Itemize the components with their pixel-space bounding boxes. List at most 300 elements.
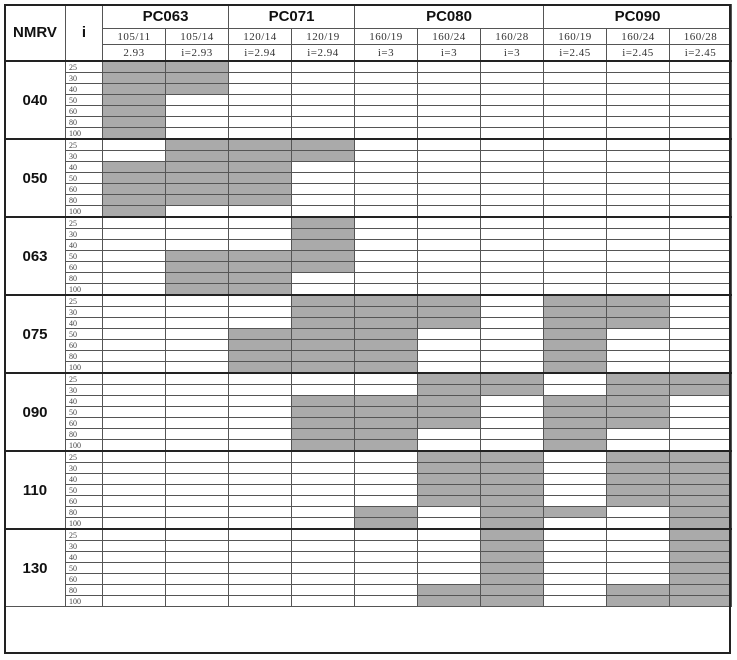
compatible-cell — [103, 106, 166, 117]
empty-cell — [607, 162, 670, 173]
compatible-cell — [418, 418, 481, 429]
empty-cell — [670, 362, 732, 374]
compatible-cell — [670, 451, 732, 463]
compatible-cell — [229, 362, 292, 374]
empty-cell — [481, 61, 544, 73]
compatible-cell — [670, 563, 732, 574]
empty-cell — [103, 362, 166, 374]
empty-cell — [544, 151, 607, 162]
compatible-cell — [103, 84, 166, 95]
ratio-label: 100 — [66, 596, 103, 607]
empty-cell — [292, 206, 355, 218]
group-header-pc071: PC071 — [229, 5, 355, 29]
empty-cell — [166, 596, 229, 607]
empty-cell — [103, 373, 166, 385]
empty-cell — [103, 329, 166, 340]
empty-cell — [607, 362, 670, 374]
empty-cell — [166, 329, 229, 340]
ratio-label: 100 — [66, 284, 103, 296]
ratio-label: 50 — [66, 329, 103, 340]
empty-cell — [670, 195, 732, 206]
empty-cell — [670, 240, 732, 251]
compatible-cell — [166, 162, 229, 173]
table-row — [5, 574, 732, 585]
empty-cell — [544, 206, 607, 218]
empty-cell — [670, 440, 732, 452]
col-i-value: i=2.45 — [544, 45, 607, 62]
empty-cell — [670, 307, 732, 318]
compatible-cell — [670, 474, 732, 485]
compatible-cell — [229, 139, 292, 151]
compatible-cell — [418, 407, 481, 418]
empty-cell — [355, 184, 418, 195]
compatible-cell — [607, 463, 670, 474]
empty-cell — [544, 195, 607, 206]
empty-cell — [418, 284, 481, 296]
empty-cell — [670, 84, 732, 95]
compatible-cell — [607, 585, 670, 596]
empty-cell — [481, 440, 544, 452]
empty-cell — [670, 73, 732, 84]
empty-cell — [229, 95, 292, 106]
compatible-cell — [544, 507, 607, 518]
table-row — [5, 440, 732, 452]
empty-cell — [670, 173, 732, 184]
empty-cell — [103, 251, 166, 262]
compatible-cell — [481, 474, 544, 485]
compatible-cell — [292, 362, 355, 374]
empty-cell — [292, 184, 355, 195]
table-row — [5, 474, 732, 485]
compatible-cell — [481, 463, 544, 474]
empty-cell — [166, 418, 229, 429]
empty-cell — [355, 373, 418, 385]
ratio-label: 30 — [66, 541, 103, 552]
compatible-cell — [481, 485, 544, 496]
compatible-cell — [292, 251, 355, 262]
nmrv-size-label: 075 — [5, 295, 66, 373]
table-row — [5, 262, 732, 273]
empty-cell — [670, 162, 732, 173]
compatible-cell — [292, 217, 355, 229]
empty-cell — [229, 485, 292, 496]
empty-cell — [166, 496, 229, 507]
compatible-cell — [355, 329, 418, 340]
empty-cell — [103, 151, 166, 162]
empty-cell — [355, 117, 418, 128]
empty-cell — [166, 240, 229, 251]
ratio-label: 25 — [66, 529, 103, 541]
empty-cell — [418, 206, 481, 218]
compatible-cell — [292, 407, 355, 418]
empty-cell — [103, 574, 166, 585]
table-row — [5, 385, 732, 396]
compatible-cell — [670, 385, 732, 396]
empty-cell — [607, 262, 670, 273]
empty-cell — [166, 440, 229, 452]
compatible-cell — [166, 251, 229, 262]
compatible-cell — [544, 362, 607, 374]
empty-cell — [418, 128, 481, 140]
compatible-cell — [544, 429, 607, 440]
compatible-cell — [166, 173, 229, 184]
compatible-cell — [670, 552, 732, 563]
compatible-cell — [229, 195, 292, 206]
compatible-cell — [292, 295, 355, 307]
empty-cell — [607, 541, 670, 552]
empty-cell — [607, 217, 670, 229]
table-row — [5, 340, 732, 351]
empty-cell — [607, 507, 670, 518]
empty-cell — [670, 295, 732, 307]
empty-cell — [607, 128, 670, 140]
empty-cell — [607, 240, 670, 251]
empty-cell — [166, 451, 229, 463]
compatible-cell — [418, 451, 481, 463]
empty-cell — [544, 541, 607, 552]
empty-cell — [544, 240, 607, 251]
empty-cell — [544, 217, 607, 229]
empty-cell — [670, 206, 732, 218]
nmrv-size-label: 110 — [5, 451, 66, 529]
table-row — [5, 418, 732, 429]
empty-cell — [418, 440, 481, 452]
empty-cell — [292, 474, 355, 485]
col-i-value: i=2.94 — [229, 45, 292, 62]
table-row — [5, 184, 732, 195]
col-i-value: i=2.93 — [166, 45, 229, 62]
empty-cell — [355, 84, 418, 95]
empty-cell — [670, 284, 732, 296]
empty-cell — [544, 95, 607, 106]
compatible-cell — [103, 162, 166, 173]
empty-cell — [481, 284, 544, 296]
empty-cell — [229, 440, 292, 452]
compatible-cell — [292, 307, 355, 318]
compatible-cell — [103, 128, 166, 140]
empty-cell — [166, 463, 229, 474]
empty-cell — [292, 552, 355, 563]
col-ratio: 120/14 — [229, 29, 292, 45]
table-row — [5, 307, 732, 318]
empty-cell — [418, 351, 481, 362]
table-row — [5, 563, 732, 574]
empty-cell — [103, 585, 166, 596]
compatible-cell — [481, 541, 544, 552]
empty-cell — [355, 95, 418, 106]
empty-cell — [544, 529, 607, 541]
nmrv-header: NMRV — [5, 5, 66, 62]
ratio-label: 25 — [66, 139, 103, 151]
empty-cell — [544, 229, 607, 240]
empty-cell — [670, 429, 732, 440]
compatible-cell — [166, 61, 229, 73]
empty-cell — [166, 485, 229, 496]
table-row — [5, 206, 732, 218]
empty-cell — [166, 318, 229, 329]
ratio-label: 30 — [66, 463, 103, 474]
table-row — [5, 240, 732, 251]
ratio-label: 60 — [66, 262, 103, 273]
table-body — [5, 61, 732, 607]
empty-cell — [418, 139, 481, 151]
compatible-cell — [607, 496, 670, 507]
compatible-cell — [544, 440, 607, 452]
compatible-cell — [544, 351, 607, 362]
empty-cell — [607, 117, 670, 128]
empty-cell — [481, 84, 544, 95]
compatible-cell — [481, 507, 544, 518]
empty-cell — [292, 195, 355, 206]
empty-cell — [481, 117, 544, 128]
empty-cell — [292, 518, 355, 530]
compatibility-chart — [4, 4, 731, 654]
compatible-cell — [418, 463, 481, 474]
table-row — [5, 61, 732, 73]
empty-cell — [607, 195, 670, 206]
compatible-cell — [670, 463, 732, 474]
empty-cell — [355, 385, 418, 396]
nmrv-size-label: 063 — [5, 217, 66, 295]
empty-cell — [355, 529, 418, 541]
empty-cell — [166, 95, 229, 106]
empty-cell — [229, 117, 292, 128]
empty-cell — [670, 117, 732, 128]
empty-cell — [670, 251, 732, 262]
group-header-pc063: PC063 — [103, 5, 229, 29]
empty-cell — [292, 529, 355, 541]
empty-cell — [670, 139, 732, 151]
compatible-cell — [292, 262, 355, 273]
table-row — [5, 552, 732, 563]
empty-cell — [229, 206, 292, 218]
empty-cell — [481, 329, 544, 340]
empty-cell — [607, 574, 670, 585]
empty-cell — [355, 162, 418, 173]
empty-cell — [544, 463, 607, 474]
compatible-cell — [355, 396, 418, 407]
compatible-cell — [229, 151, 292, 162]
table-row — [5, 373, 732, 385]
compatible-cell — [229, 251, 292, 262]
table-row — [5, 329, 732, 340]
compatible-cell — [355, 318, 418, 329]
ratio-label: 40 — [66, 396, 103, 407]
empty-cell — [670, 262, 732, 273]
empty-cell — [607, 251, 670, 262]
compatible-cell — [481, 373, 544, 385]
empty-cell — [670, 217, 732, 229]
compatible-cell — [355, 307, 418, 318]
empty-cell — [418, 73, 481, 84]
empty-cell — [670, 340, 732, 351]
empty-cell — [103, 284, 166, 296]
empty-cell — [166, 373, 229, 385]
group-header-pc080: PC080 — [355, 5, 544, 29]
ratio-label: 25 — [66, 217, 103, 229]
empty-cell — [229, 396, 292, 407]
empty-cell — [103, 463, 166, 474]
empty-cell — [481, 407, 544, 418]
empty-cell — [292, 485, 355, 496]
compatible-cell — [418, 385, 481, 396]
empty-cell — [670, 273, 732, 284]
empty-cell — [229, 229, 292, 240]
empty-cell — [292, 84, 355, 95]
compatible-cell — [670, 373, 732, 385]
empty-cell — [166, 585, 229, 596]
empty-cell — [166, 396, 229, 407]
empty-cell — [355, 206, 418, 218]
empty-cell — [103, 229, 166, 240]
compatible-cell — [544, 318, 607, 329]
compatible-cell — [481, 552, 544, 563]
empty-cell — [607, 73, 670, 84]
compatible-cell — [103, 184, 166, 195]
empty-cell — [166, 117, 229, 128]
empty-cell — [292, 106, 355, 117]
empty-cell — [355, 496, 418, 507]
empty-cell — [229, 429, 292, 440]
compatible-cell — [103, 195, 166, 206]
compatible-cell — [670, 574, 732, 585]
empty-cell — [544, 106, 607, 117]
compatible-cell — [418, 307, 481, 318]
empty-cell — [103, 307, 166, 318]
ratio-label: 50 — [66, 407, 103, 418]
empty-cell — [544, 385, 607, 396]
table-row — [5, 407, 732, 418]
compatible-cell — [544, 295, 607, 307]
empty-cell — [103, 485, 166, 496]
empty-cell — [292, 496, 355, 507]
empty-cell — [166, 541, 229, 552]
nmrv-size-label: 040 — [5, 61, 66, 139]
compatible-cell — [292, 418, 355, 429]
table-row — [5, 273, 732, 284]
empty-cell — [355, 596, 418, 607]
ratio-label: 40 — [66, 318, 103, 329]
compatible-cell — [355, 407, 418, 418]
empty-cell — [418, 541, 481, 552]
compatible-cell — [418, 373, 481, 385]
empty-cell — [229, 463, 292, 474]
empty-cell — [166, 340, 229, 351]
compatible-cell — [166, 184, 229, 195]
empty-cell — [481, 318, 544, 329]
empty-cell — [670, 151, 732, 162]
table-row — [5, 139, 732, 151]
compatible-cell — [229, 329, 292, 340]
compatible-cell — [481, 385, 544, 396]
empty-cell — [229, 128, 292, 140]
table-row — [5, 195, 732, 206]
empty-cell — [481, 418, 544, 429]
empty-cell — [355, 73, 418, 84]
empty-cell — [229, 541, 292, 552]
table-row — [5, 507, 732, 518]
compatible-cell — [670, 585, 732, 596]
empty-cell — [292, 574, 355, 585]
ratio-label: 80 — [66, 273, 103, 284]
empty-cell — [355, 541, 418, 552]
ratio-label: 100 — [66, 362, 103, 374]
nmrv-size-label: 050 — [5, 139, 66, 217]
ratio-label: 60 — [66, 574, 103, 585]
col-ratio: 160/19 — [355, 29, 418, 45]
empty-cell — [418, 518, 481, 530]
compatible-cell — [418, 585, 481, 596]
ratio-label: 80 — [66, 507, 103, 518]
empty-cell — [292, 95, 355, 106]
empty-cell — [355, 563, 418, 574]
ratio-label: 100 — [66, 206, 103, 218]
empty-cell — [355, 195, 418, 206]
compatible-cell — [607, 295, 670, 307]
compatible-cell — [355, 351, 418, 362]
table-row — [5, 106, 732, 117]
empty-cell — [229, 585, 292, 596]
ratio-label: 80 — [66, 351, 103, 362]
group-header-pc090: PC090 — [544, 5, 732, 29]
empty-cell — [103, 273, 166, 284]
empty-cell — [103, 563, 166, 574]
ratio-label: 50 — [66, 563, 103, 574]
empty-cell — [355, 463, 418, 474]
empty-cell — [103, 351, 166, 362]
ratio-label: 100 — [66, 518, 103, 530]
col-ratio: 120/19 — [292, 29, 355, 45]
empty-cell — [607, 329, 670, 340]
empty-cell — [292, 273, 355, 284]
empty-cell — [229, 518, 292, 530]
empty-cell — [544, 84, 607, 95]
empty-cell — [292, 173, 355, 184]
compatible-cell — [292, 151, 355, 162]
empty-cell — [355, 106, 418, 117]
empty-cell — [103, 429, 166, 440]
empty-cell — [103, 541, 166, 552]
ratio-label: 100 — [66, 128, 103, 140]
empty-cell — [166, 429, 229, 440]
empty-cell — [229, 295, 292, 307]
compatible-cell — [355, 340, 418, 351]
compatible-cell — [355, 518, 418, 530]
empty-cell — [355, 151, 418, 162]
ratio-label: 60 — [66, 496, 103, 507]
compatible-cell — [544, 329, 607, 340]
col-i-value: i=3 — [481, 45, 544, 62]
table-row — [5, 117, 732, 128]
empty-cell — [229, 596, 292, 607]
empty-cell — [229, 474, 292, 485]
empty-cell — [418, 529, 481, 541]
empty-cell — [670, 351, 732, 362]
compatible-cell — [670, 541, 732, 552]
col-i-value: i=2.45 — [670, 45, 732, 62]
empty-cell — [292, 385, 355, 396]
empty-cell — [355, 485, 418, 496]
empty-cell — [229, 106, 292, 117]
empty-cell — [418, 162, 481, 173]
empty-cell — [607, 106, 670, 117]
empty-cell — [103, 407, 166, 418]
empty-cell — [418, 95, 481, 106]
empty-cell — [166, 518, 229, 530]
empty-cell — [481, 351, 544, 362]
compatible-cell — [166, 195, 229, 206]
ratio-label: 100 — [66, 440, 103, 452]
